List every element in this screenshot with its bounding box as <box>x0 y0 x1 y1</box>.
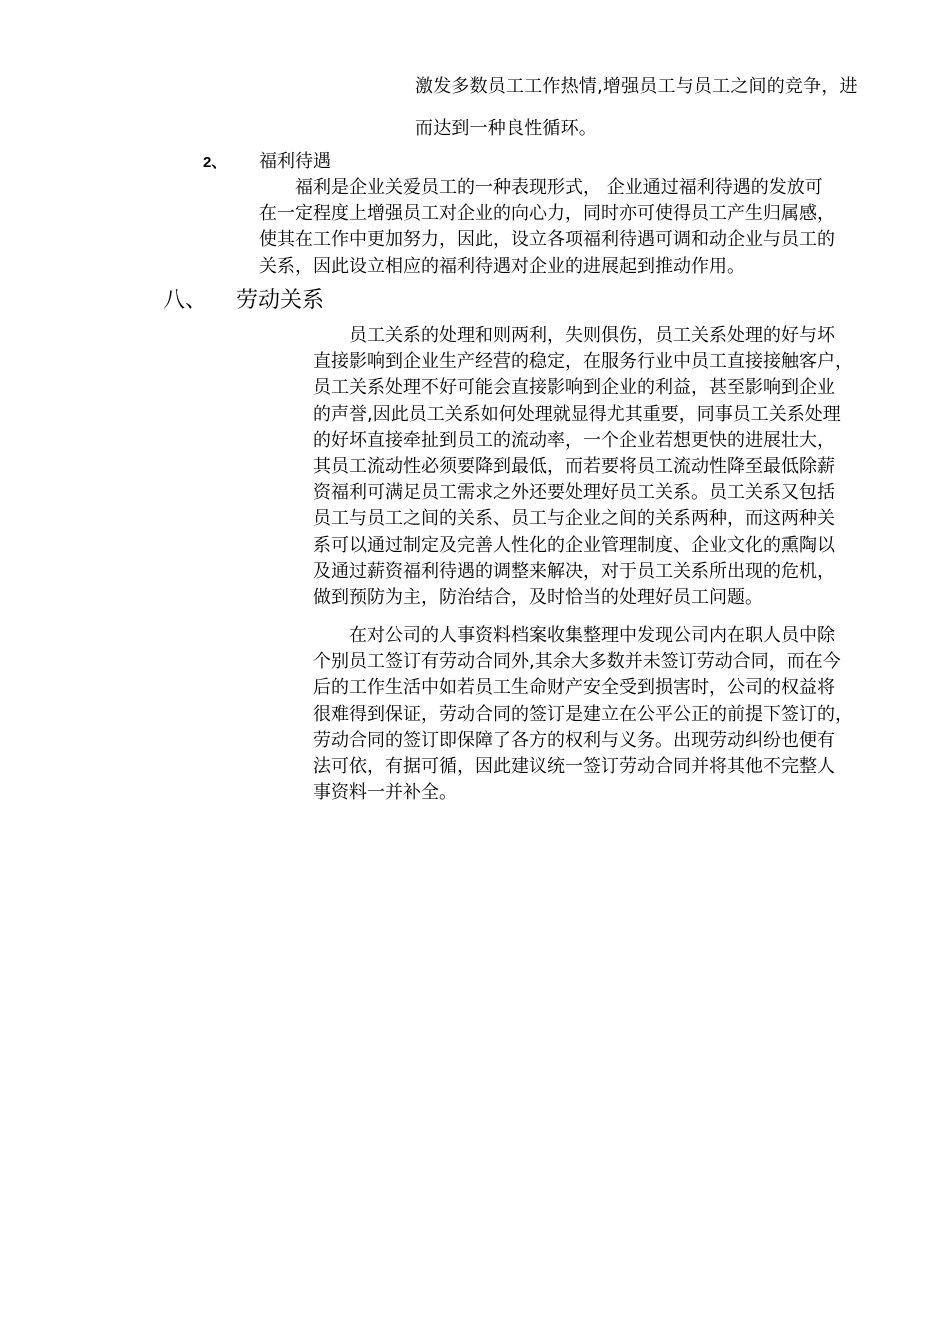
employee-relations-paragraph <box>313 323 853 611</box>
paragraph-line: 法可依，有据可循，因此建议统一签订劳动合同并将其他不完整人 <box>313 756 835 778</box>
paragraph-line: 很难得到保证，劳动合同的签订是建立在公平公正的前提下签订的， <box>313 703 853 725</box>
paragraph-line: 在对公司的人事资料档案收集整理中发现公司内在职人员中除 <box>349 625 835 646</box>
benefits-paragraph <box>259 175 835 280</box>
paragraph-line: 其员工流动性必须要降到最低，而若要将员工流动性降至最低除薪 <box>313 456 835 478</box>
paragraph-line: 直接影响到企业生产经营的稳定，在服务行业中员工直接接触客户， <box>313 351 853 373</box>
paragraph-line: 福利是企业关爱员工的一种表现形式， 企业通过福利待遇的发放可 <box>295 177 823 198</box>
paragraph-line: 使其在工作中更加努力，因此，设立各项福利待遇可调和动企业与员工的 <box>259 229 835 251</box>
paragraph-line: 系可以通过制定及完善人性化的企业管理制度、企业文化的熏陶以 <box>313 534 835 556</box>
paragraph-line: 事资料一并补全。 <box>313 782 457 804</box>
paragraph-line: 后的工作生活中如若员工生命财产安全受到损害时，公司的权益将 <box>313 677 835 699</box>
paragraph-line: 的声誉,因此员工关系如何处理就显得尤其重要，同事员工关系处理 <box>313 403 841 425</box>
paragraph-line: 员工与员工之间的关系、员工与企业之间的关系两种，而这两种关 <box>313 508 835 530</box>
paragraph-line: 员工关系处理不好可能会直接影响到企业的利益，甚至影响到企业 <box>313 377 835 399</box>
paragraph-line: 员工关系的处理和则两利，失则俱伤，员工关系处理的好与坏 <box>349 325 835 346</box>
item-number: 2、 <box>203 154 227 171</box>
paragraph-line: 资福利可满足员工需求之外还要处理好员工关系。员工关系又包括 <box>313 482 835 504</box>
paragraph-line: 个别员工签订有劳动合同外,其余大多数并未签订劳动合同，而在今 <box>313 651 841 673</box>
continuation-line-2: 而达到一种良性循环。 <box>415 118 597 139</box>
paragraph-line: 在一定程度上增强员工对企业的向心力，同时亦可使得员工产生归属感， <box>259 203 835 225</box>
section-number: 八、 <box>163 288 208 313</box>
labor-contract-paragraph <box>313 623 853 806</box>
paragraph-line: 劳动合同的签订即保障了各方的权利与义务。出现劳动纠纷也便有 <box>313 729 835 751</box>
paragraph-line: 及通过薪资福利待遇的调整来解决，对于员工关系所出现的危机， <box>313 560 835 582</box>
paragraph-line: 做到预防为主，防治结合，及时恰当的处理好员工问题。 <box>313 587 763 609</box>
continuation-line-1: 激发多数员工工作热情,增强员工与员工之间的竞争，进 <box>415 76 858 97</box>
paragraph-line: 的好坏直接牵扯到员工的流动率，一个企业若想更快的进展壮大， <box>313 429 835 451</box>
section-title: 劳动关系 <box>236 288 325 313</box>
item-title: 福利待遇 <box>259 151 331 172</box>
paragraph-line: 关系，因此设立相应的福利待遇对企业的进展起到推动作用。 <box>259 255 745 277</box>
